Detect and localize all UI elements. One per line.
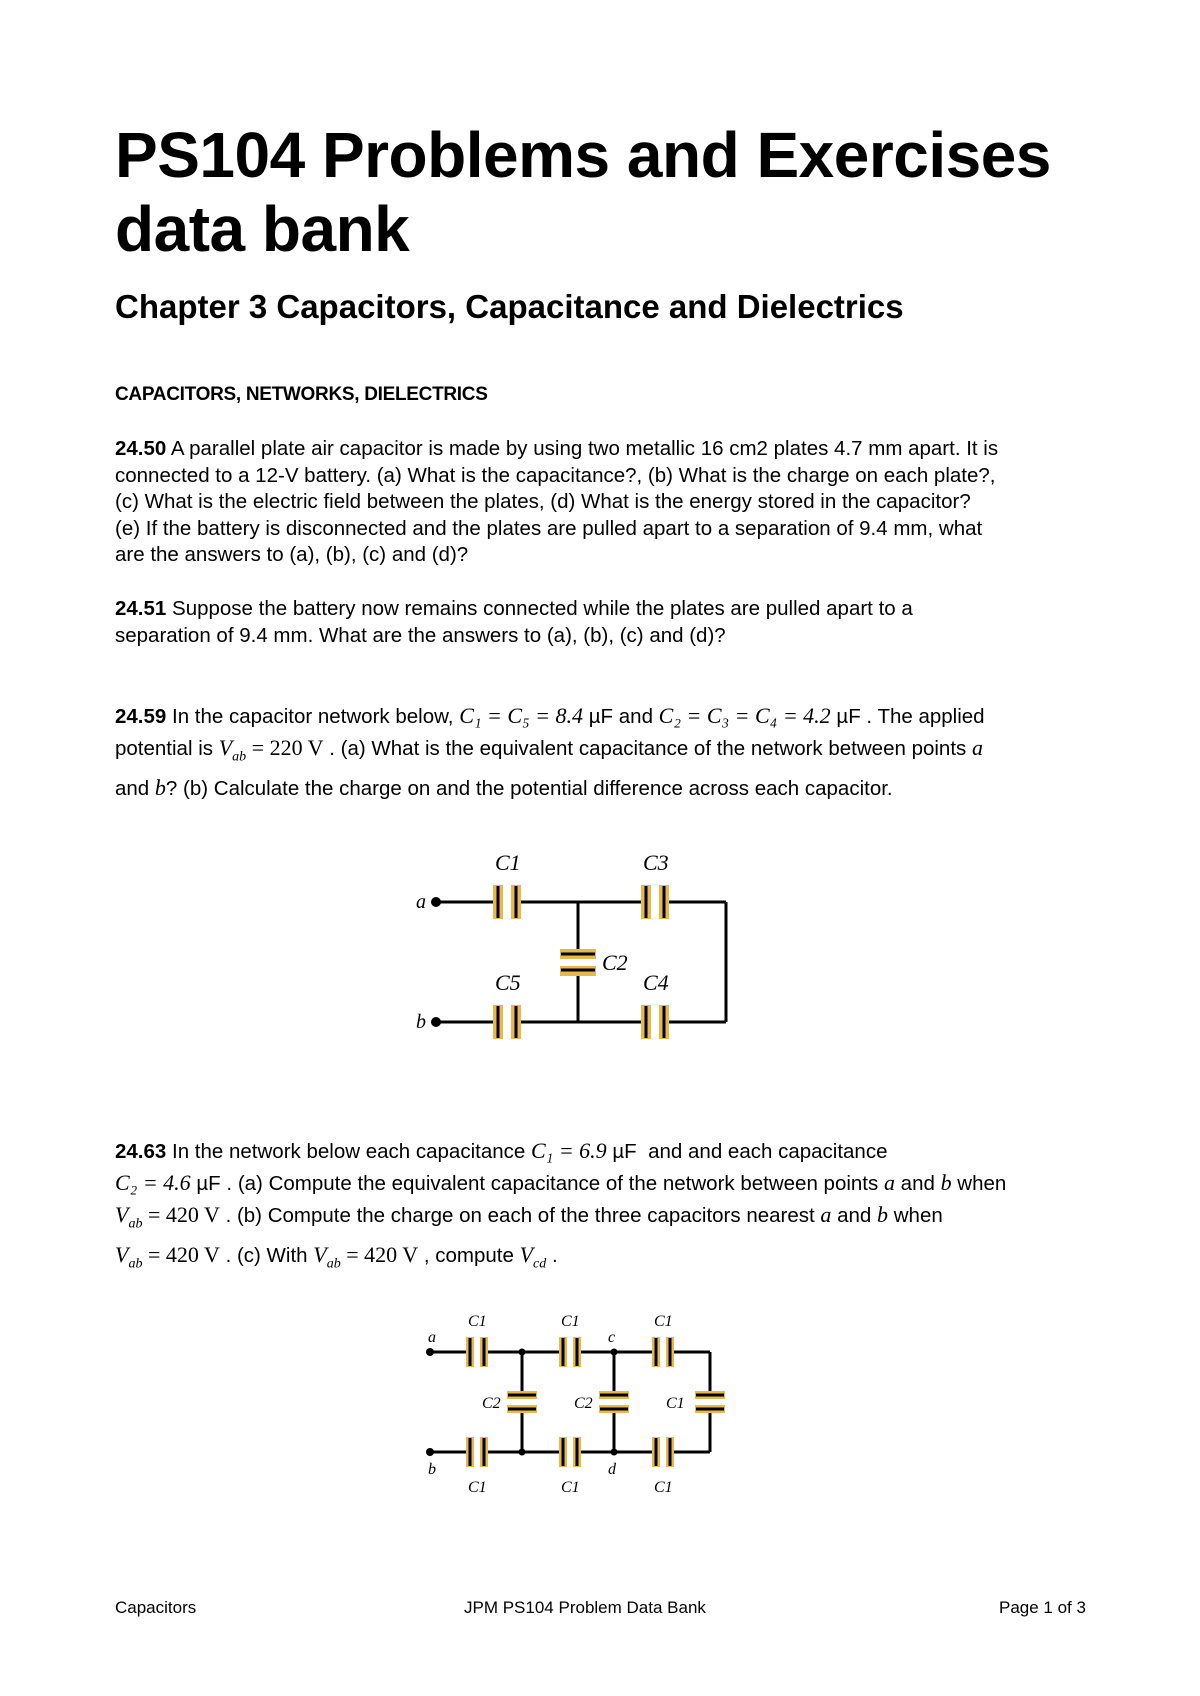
problem-24-63 xyxy=(115,1135,1105,1280)
terminal-b xyxy=(426,1448,434,1456)
problem-text: . (c) With xyxy=(225,1244,308,1268)
equation: $V_{cd}$ xyxy=(519,1242,547,1272)
cap-label-top-1: C1 xyxy=(468,1313,487,1330)
junction xyxy=(519,1449,526,1456)
cap-label-c3: C3 xyxy=(643,850,669,875)
point-label: b xyxy=(877,1202,889,1227)
cap-label-bottom-3: C1 xyxy=(654,1479,673,1496)
capacitor-plate-lines xyxy=(470,1338,724,1466)
problem-text-line: separation of 9.4 mm. What are the answers to (a), (b), (c) and (d)? xyxy=(115,623,726,647)
footer-page-number: Page 1 of 3 xyxy=(999,1598,1086,1617)
problem-text: . xyxy=(551,1244,558,1268)
cap-label-c5: C5 xyxy=(495,970,521,995)
terminal-b xyxy=(431,1017,441,1027)
problem-text-line: connected to a 12-V battery. (a) What is the capacitance?, (b) What is the charge on each plate?, xyxy=(115,463,996,487)
problem-text: . (b) Compute the charge on each of the three capacitors nearest xyxy=(225,1204,815,1227)
capacitor-network-figure-2 xyxy=(400,1300,740,1510)
chapter-heading: Chapter 3 Capacitors, Capacitance and Dielectrics xyxy=(115,288,904,325)
problem-text: and xyxy=(115,777,150,801)
equation: $V_{ab} = 420$ V xyxy=(115,1242,220,1272)
cap-label-c4: C4 xyxy=(643,970,669,995)
point-label: b xyxy=(940,1170,952,1195)
equation: C₂ = 4.6 xyxy=(115,1170,191,1195)
capacitor-c3 xyxy=(641,885,669,919)
equation: C₁ = C₅ = 8.4 xyxy=(459,703,584,728)
problem-text: and and each capacitance xyxy=(648,1140,888,1163)
cap-label-top-3: C1 xyxy=(654,1313,673,1330)
problem-text: ? (b) Calculate the charge on and the potential difference across each capacitor. xyxy=(165,777,893,801)
capacitor-c5 xyxy=(493,1005,521,1039)
unit-text: µF xyxy=(196,1172,221,1195)
problem-24-50 xyxy=(115,436,1105,569)
unit-text: µF and xyxy=(588,705,653,728)
terminal-a xyxy=(426,1348,434,1356)
problem-text-line: (e) If the battery is disconnected and the plates are pulled apart to a separation of 9.4 mm, what xyxy=(115,516,983,540)
equation: $V_{ab} = 420$ V xyxy=(313,1242,419,1272)
problem-number: 24.63 xyxy=(115,1140,167,1163)
capacitor-c4 xyxy=(641,1005,669,1039)
equation: C₂ = C₃ = C₄ = 4.2 xyxy=(658,703,831,728)
capacitor-plates xyxy=(466,1337,725,1467)
problem-text: and xyxy=(900,1172,935,1195)
problem-24-59 xyxy=(115,700,1105,804)
document-title xyxy=(115,118,1115,266)
equation: $V_{ab} = 220$ V xyxy=(218,735,324,765)
section-heading: CAPACITORS, NETWORKS, DIELECTRICS xyxy=(115,384,488,405)
problem-text: . (a) What is the equivalent capacitance of the network between points xyxy=(329,737,967,760)
problem-text-line: A parallel plate air capacitor is made by using two metallic 16 cm2 plates 4.7 mm apart. It is xyxy=(170,437,999,460)
footer-left: Capacitors xyxy=(115,1598,197,1617)
problem-text-line: Suppose the battery now remains connected while the plates are pulled apart to a xyxy=(172,597,913,620)
unit-text: µF . The applied xyxy=(836,705,985,728)
node-label-a: a xyxy=(428,1329,436,1346)
problem-text: , compute xyxy=(423,1244,514,1268)
cap-label-c1: C1 xyxy=(495,850,521,875)
node-label-b: b xyxy=(416,1011,426,1033)
equation: $V_{ab} = 420$ V xyxy=(115,1202,220,1232)
title-line-1: PS104 Problems and Exercises xyxy=(115,119,1051,191)
footer-center: JPM PS104 Problem Data Bank xyxy=(464,1598,706,1617)
node-label-b: b xyxy=(428,1461,436,1478)
problem-text-line: (c) What is the electric field between the plates, (d) What is the energy stored in the capacitor? xyxy=(115,490,971,513)
cap-label-bottom-1: C1 xyxy=(468,1479,487,1496)
cap-label-bottom-2: C1 xyxy=(561,1479,580,1496)
point-label: b xyxy=(154,775,166,801)
problem-text: when xyxy=(893,1204,943,1227)
node-label-d: d xyxy=(608,1461,616,1478)
problem-24-51 xyxy=(115,596,1105,649)
cap-label-mid-right: C1 xyxy=(666,1395,685,1412)
point-label: a xyxy=(820,1202,832,1227)
capacitor-c2 xyxy=(560,949,596,976)
problem-number: 24.50 xyxy=(115,437,167,460)
problem-text: In the capacitor network below, xyxy=(172,705,454,728)
cap-label-mid-center: C2 xyxy=(574,1395,593,1412)
problem-text: In the network below each capacitance xyxy=(172,1140,526,1163)
equation: C₁ = 6.9 xyxy=(531,1138,607,1163)
junction-d xyxy=(611,1449,618,1456)
point-label: a xyxy=(883,1170,895,1195)
capacitor-c1 xyxy=(493,885,521,919)
terminal-a xyxy=(431,897,441,907)
capacitor-network-figure-1 xyxy=(380,840,740,1080)
cap-label-mid-left: C2 xyxy=(482,1395,501,1412)
unit-text: µF xyxy=(612,1140,637,1163)
problem-text-line: are the answers to (a), (b), (c) and (d)? xyxy=(115,543,469,566)
problem-number: 24.59 xyxy=(115,705,167,728)
junction-c xyxy=(611,1349,618,1356)
node-label-a: a xyxy=(416,891,426,913)
problem-number: 24.51 xyxy=(115,597,167,620)
problem-text: when xyxy=(957,1172,1007,1195)
problem-text: and xyxy=(837,1204,872,1227)
problem-text: . (a) Compute the equivalent capacitance of the network between points xyxy=(226,1172,879,1195)
problem-text: potential is xyxy=(115,737,214,760)
junction xyxy=(519,1349,526,1356)
node-label-c: c xyxy=(608,1329,616,1346)
cap-label-c2: C2 xyxy=(602,950,628,975)
cap-label-top-2: C1 xyxy=(561,1313,580,1330)
point-label: a xyxy=(972,735,983,760)
title-line-2: data bank xyxy=(115,193,410,265)
